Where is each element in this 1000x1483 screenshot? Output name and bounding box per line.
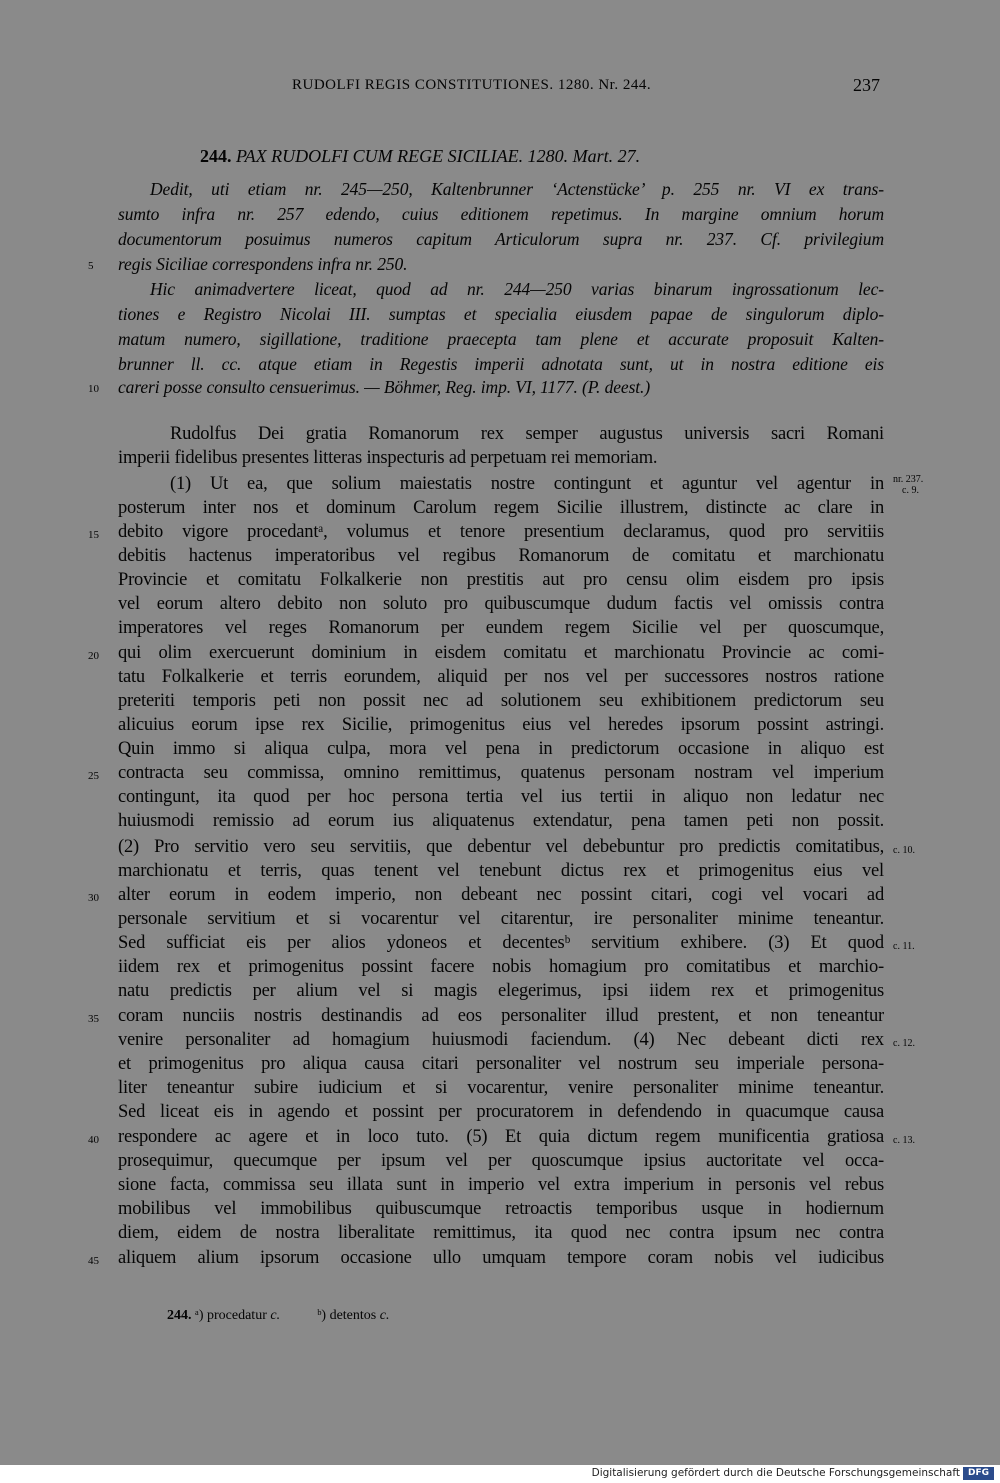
text-line: alter eorum in eodem imperio, non debeant nec possint citari, cogi vel vocari ad [118, 885, 884, 905]
margin-reference: c. 10. [893, 845, 915, 856]
text-line: aliquem alium ipsorum occasione ullo umquam tempore coram nobis vel iudicibus [118, 1248, 884, 1268]
footnote-number: 244. [167, 1308, 192, 1323]
line-number: 45 [88, 1255, 99, 1267]
document-number: 244. [200, 146, 232, 166]
text-line: mobilibus vel immobilibus quibuscumque retroactis temporibus usque in hodiernum [118, 1199, 884, 1219]
text-line: Quin immo si aliqua culpa, mora vel pena in predictorum occasione in aliquo est [118, 739, 884, 759]
margin-reference: c. 13. [893, 1135, 915, 1146]
document-title-text: PAX RUDOLFI CUM REGE SICILIAE. 1280. Mart. 27. [236, 146, 641, 166]
footnote-a-source: c. [270, 1308, 281, 1323]
footnote-b-source: c. [379, 1308, 390, 1323]
text-line: liter teneantur subire iudicium et si vocarentur, venire personaliter minime teneantur. [118, 1078, 884, 1098]
text-line: Sed liceat eis in agendo et possint per procuratorem in defendendo in quacumque causa [118, 1102, 884, 1122]
line-number: 10 [88, 383, 99, 395]
margin-reference: c. 12. [893, 1038, 915, 1049]
page-number: 237 [853, 75, 880, 95]
text-line: posterum inter nos et dominum Carolum regem Sicilie illustrem, distincte ac clare in [118, 498, 884, 518]
intro-line: documentorum posuimus numeros capitum Articulorum supra nr. 237. Cf. privilegium [118, 229, 884, 249]
text-line: natu predictis per alium vel si magis elegerimus, ipsi iidem rex et primogenitus [118, 981, 884, 1001]
footnote-a-mark: ᵃ) [195, 1308, 204, 1323]
intro-line: sumto infra nr. 257 edendo, cuius editionem repetimus. In margine omnium horum [118, 204, 884, 224]
line-number: 25 [88, 770, 99, 782]
running-head: RUDOLFI REGIS CONSTITUTIONES. 1280. Nr. 244. [292, 77, 652, 93]
text-line: venire personaliter ad homagium huiusmodi faciendum. (4) Nec debeant dicti rex [118, 1030, 884, 1050]
line-number: 5 [88, 260, 94, 272]
text-line: sione facta, commissa seu illata sunt in imperio vel extra imperium in personis vel rebus [118, 1175, 884, 1195]
text-line: vel eorum altero debito non soluto pro quibuscumque dudum factis vel omissis contra [118, 594, 884, 614]
text-line: qui olim exercuerunt dominium in eisdem comitatu et marchionatu Provincie ac comi- [118, 643, 884, 663]
intro-line: careri posse consulto censuerimus. — Böhmer, Reg. imp. VI, 1177. (P. deest.) [118, 377, 651, 397]
line-number: 40 [88, 1134, 99, 1146]
text-line: prosequimur, quecumque per ipsum vel per quoscumque ipsius auctoritate vel occa- [118, 1151, 884, 1171]
text-line: alicuius eorum ipse rex Sicilie, primogenitus eius vel heredes ipsorum possint astringi. [118, 715, 884, 735]
text-line: (1) Ut ea, que solium maiestatis nostre contingunt et aguntur vel agentur in [170, 474, 884, 494]
intro-line: Hic animadvertere liceat, quod ad nr. 244—250 varias binarum ingrossationum lec- [150, 279, 884, 299]
funding-notice: Digitalisierung gefördert durch die Deutsche Forschungsgemeinschaft [591, 1467, 960, 1479]
text-line: coram nunciis nostris destinandis ad eos personaliter illud prestent, et non teneantur [118, 1006, 884, 1026]
footnote-b-mark: ᵇ) [317, 1308, 327, 1323]
text-line: Provincie et comitatu Folkalkerie non prestitis aut pro censu olim eisdem pro ipsis [118, 570, 884, 590]
footnote-a-text: procedatur [207, 1308, 267, 1323]
text-line: diem, eidem de nostra liberalitate remittimus, ita quod nec contra ipsum nec contra [118, 1223, 884, 1243]
text-line: contracta seu commissa, omnino remittimus, quatenus personam nostram vel imperium [118, 763, 884, 783]
text-line: huiusmodi remissio ad eorum ius aliquatenus extendatur, pena tamen peti non possit. [118, 811, 884, 831]
document-title [200, 146, 640, 167]
text-line: imperatores vel reges Romanorum per eundem regem Sicilie vel per quoscumque, [118, 618, 884, 638]
margin-reference: c. 9. [902, 485, 919, 496]
text-line: debitis hactenus imperatoribus vel regibus Romanorum de comitatu et marchionatu [118, 546, 884, 566]
line-number: 30 [88, 892, 99, 904]
text-line: et primogenitus pro aliqua causa citari personaliter vel nostrum seu imperiale persona- [118, 1054, 884, 1074]
line-number: 35 [88, 1013, 99, 1025]
line-number: 15 [88, 529, 99, 541]
footnotes [167, 1308, 389, 1324]
intro-line: matum numero, sigillatione, traditione praecepta tam plene et accurate proposuit Kalten- [118, 329, 884, 349]
text-line: preteriti temporis peti non possit nec ad solutionem seu exhibitionem predictorum seu [118, 691, 884, 711]
text-line: imperii fidelibus presentes litteras inspecturis ad perpetuam rei memoriam. [118, 448, 658, 468]
text-line: tatu Folkalkerie et terris eorundem, aliquid per nos vel per successores nostros ratione [118, 667, 884, 687]
intro-line: brunner ll. cc. atque etiam in Regestis imperii adnotata sunt, ut in nostra editione eis [118, 354, 884, 374]
margin-reference: nr. 237. [893, 474, 924, 485]
intro-line: tiones e Registro Nicolai III. sumptas et specialia eiusdem papae de singulorum diplo- [118, 304, 884, 324]
text-line: respondere ac agere et in loco tuto. (5) Et quia dictum regem munificentia gratiosa [118, 1127, 884, 1147]
intro-line: Dedit, uti etiam nr. 245—250, Kaltenbrunner ‘Actenstücke’ p. 255 nr. VI ex trans- [150, 179, 884, 199]
text-line: contingunt, ita quod per hoc persona tertia vel ius tertii in aliquo non ledatur nec [118, 787, 884, 807]
text-line: (2) Pro servitio vero seu servitiis, que debentur vel debebuntur pro predictis comitatibus, [118, 837, 884, 857]
text-line: personale servitium et si vocarentur vel citarentur, ire personaliter minime teneantur. [118, 909, 884, 929]
text-line: Sed sufficiat eis per alios ydoneos et decentesᵇ servitium exhibere. (3) Et quod [118, 933, 884, 953]
text-line: marchionatu et terris, quas tenent vel tenebunt dictus rex et primogenitus eius vel [118, 861, 884, 881]
text-line: Rudolfus Dei gratia Romanorum rex semper augustus universis sacri Romani [170, 424, 884, 444]
line-number: 20 [88, 650, 99, 662]
intro-line: regis Siciliae correspondens infra nr. 250. [118, 254, 408, 274]
text-line: iidem rex et primogenitus possint facere nobis homagium pro comitatibus et marchio- [118, 957, 884, 977]
dfg-logo: DFG [963, 1467, 994, 1480]
text-line: debito vigore procedantᵃ, volumus et tenore presentium declaramus, quod pro servitiis [118, 522, 884, 542]
footnote-b-text: detentos [329, 1308, 377, 1323]
margin-reference: c. 11. [893, 941, 915, 952]
